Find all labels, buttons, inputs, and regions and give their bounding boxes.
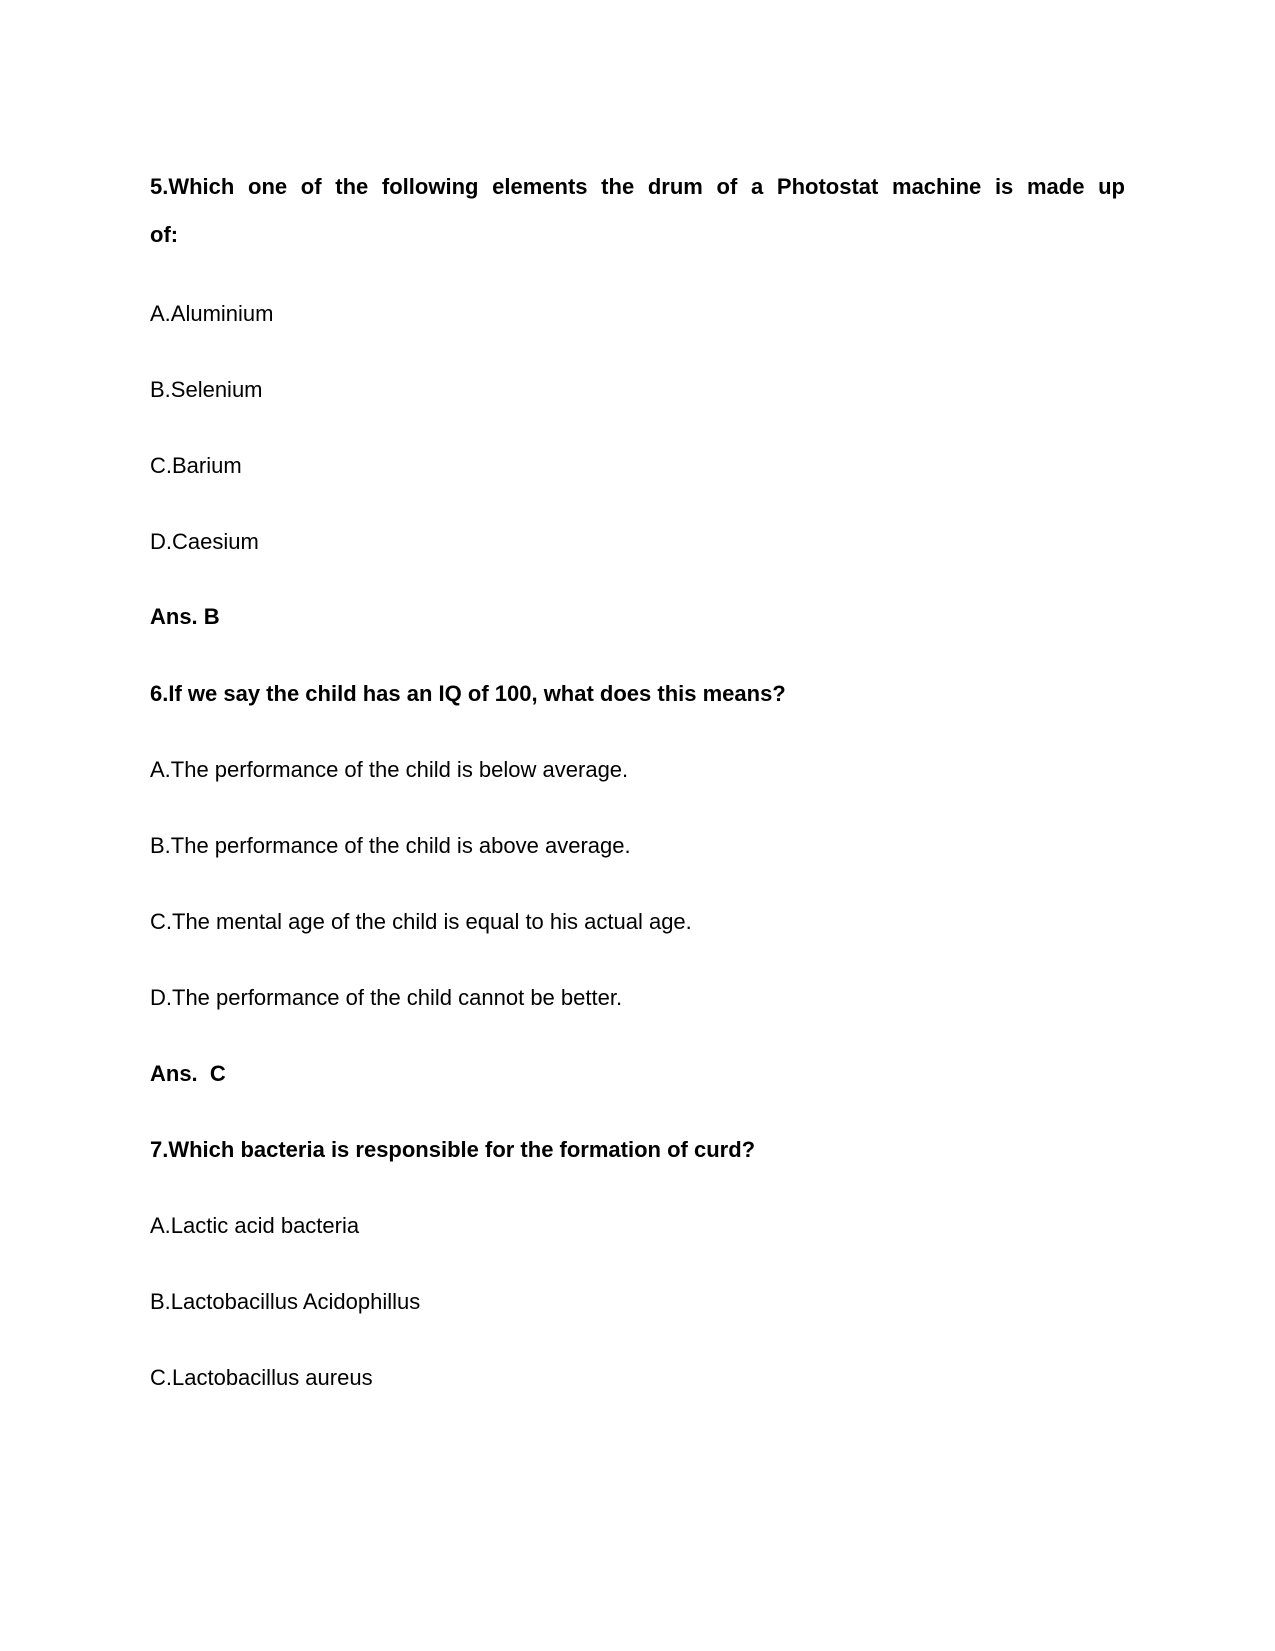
question-7-option-c: C.Lactobacillus aureus [150,1365,373,1390]
question-5-option-c: C.Barium [150,453,242,478]
question-7-option-b: B.Lactobacillus Acidophillus [150,1289,421,1314]
question-6-option-a: A.The performance of the child is below average. [150,757,629,782]
question-5-option-d: D.Caesium [150,529,259,554]
question-6-option-d: D.The performance of the child cannot be better. [150,985,623,1010]
question-5-option-a: A.Aluminium [150,301,274,326]
question-6-text: 6.If we say the child has an IQ of 100, what does this means? [150,681,786,706]
question-6-option-b: B.The performance of the child is above average. [150,833,631,858]
question-5-text-line1: 5.Which one of the following elements the drum of a Photostat machine is made up [150,174,1125,199]
question-7-text: 7.Which bacteria is responsible for the formation of curd? [150,1137,756,1162]
question-5-option-b: B.Selenium [150,377,263,402]
question-6-option-c: C.The mental age of the child is equal to his actual age. [150,909,692,934]
question-6-answer: Ans. C [150,1061,226,1086]
question-5-text-line2: of: [150,222,179,247]
question-7-option-a: A.Lactic acid bacteria [150,1213,360,1238]
question-5-answer: Ans. B [150,604,220,629]
